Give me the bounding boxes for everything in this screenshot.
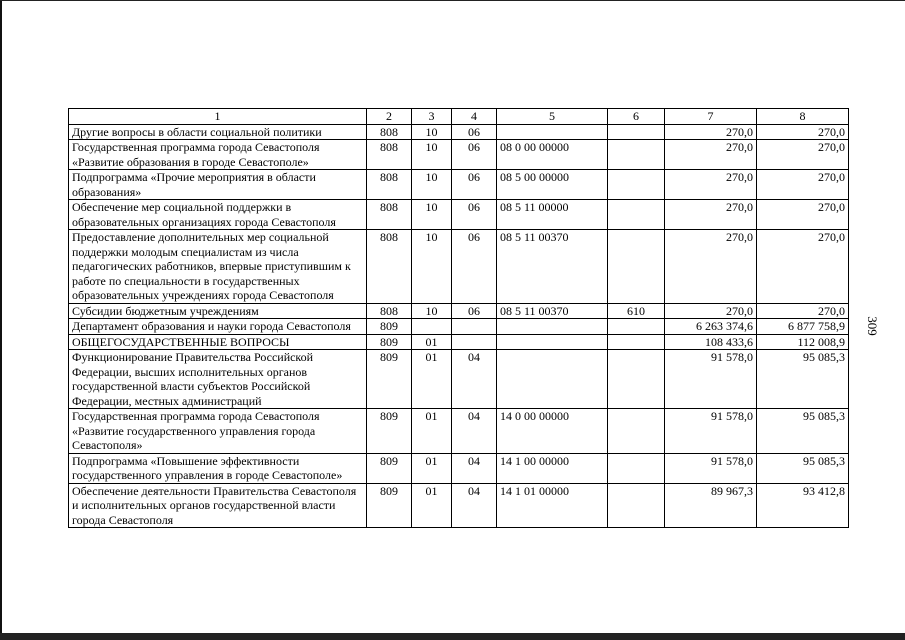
subsection-cell: 06	[452, 303, 497, 319]
subsection-cell: 04	[452, 453, 497, 483]
amount-col8-cell: 95 085,3	[757, 453, 849, 483]
expense-type-cell	[608, 230, 665, 304]
target-article-cell	[497, 319, 608, 335]
column-header: 2	[367, 109, 412, 125]
row-name-cell: Подпрограмма «Прочие мероприятия в области образования»	[69, 170, 367, 200]
target-article-cell: 14 1 00 00000	[497, 453, 608, 483]
target-article-cell: 14 1 01 00000	[497, 483, 608, 528]
amount-col7-cell: 270,0	[665, 124, 757, 140]
admin-code-cell: 808	[367, 170, 412, 200]
subsection-cell: 04	[452, 350, 497, 409]
amount-col8-cell: 270,0	[757, 200, 849, 230]
column-header: 4	[452, 109, 497, 125]
amount-col7-cell: 270,0	[665, 303, 757, 319]
table-row	[69, 140, 849, 170]
row-name-cell: Предоставление дополнительных мер социальной поддержки молодым специалистам из числа педагогических работников, впервые приступившим к работе по специальности в государственных образовательных учреждениях города Севастополя	[69, 230, 367, 304]
row-name-cell: Государственная программа города Севастополя «Развитие образования в городе Севастополе»	[69, 140, 367, 170]
expense-type-cell	[608, 409, 665, 454]
subsection-cell: 04	[452, 409, 497, 454]
target-article-cell: 14 0 00 00000	[497, 409, 608, 454]
table-header-row	[69, 109, 849, 125]
target-article-cell: 08 5 11 00370	[497, 230, 608, 304]
subsection-cell	[452, 319, 497, 335]
amount-col7-cell: 91 578,0	[665, 409, 757, 454]
table-row	[69, 483, 849, 528]
expense-type-cell	[608, 483, 665, 528]
table-row	[69, 170, 849, 200]
target-article-cell: 08 5 11 00370	[497, 303, 608, 319]
row-name-cell: Другие вопросы в области социальной политики	[69, 124, 367, 140]
column-header: 3	[412, 109, 452, 125]
column-header: 1	[69, 109, 367, 125]
section-cell: 10	[412, 140, 452, 170]
row-name-cell: ОБЩЕГОСУДАРСТВЕННЫЕ ВОПРОСЫ	[69, 334, 367, 350]
expense-type-cell	[608, 350, 665, 409]
expense-type-cell: 610	[608, 303, 665, 319]
amount-col7-cell: 89 967,3	[665, 483, 757, 528]
budget-table	[68, 108, 849, 528]
table-row	[69, 409, 849, 454]
admin-code-cell: 808	[367, 230, 412, 304]
column-header: 6	[608, 109, 665, 125]
expense-type-cell	[608, 124, 665, 140]
expense-type-cell	[608, 334, 665, 350]
row-name-cell: Обеспечение деятельности Правительства Севастополя и исполнительных органов государственной власти города Севастополя	[69, 483, 367, 528]
admin-code-cell: 808	[367, 303, 412, 319]
table-body	[69, 109, 849, 528]
row-name-cell: Субсидии бюджетным учреждениям	[69, 303, 367, 319]
target-article-cell	[497, 350, 608, 409]
section-cell: 01	[412, 334, 452, 350]
column-header: 5	[497, 109, 608, 125]
subsection-cell: 06	[452, 170, 497, 200]
amount-col7-cell: 270,0	[665, 230, 757, 304]
section-cell: 10	[412, 303, 452, 319]
target-article-cell: 08 5 00 00000	[497, 170, 608, 200]
amount-col8-cell: 95 085,3	[757, 350, 849, 409]
target-article-cell	[497, 334, 608, 350]
expense-type-cell	[608, 319, 665, 335]
subsection-cell: 04	[452, 483, 497, 528]
amount-col8-cell: 270,0	[757, 230, 849, 304]
row-name-cell: Департамент образования и науки города Севастополя	[69, 319, 367, 335]
section-cell: 10	[412, 124, 452, 140]
table-row	[69, 334, 849, 350]
section-cell: 10	[412, 200, 452, 230]
admin-code-cell: 809	[367, 319, 412, 335]
amount-col8-cell: 270,0	[757, 303, 849, 319]
page-number: 309	[864, 316, 880, 336]
amount-col8-cell: 95 085,3	[757, 409, 849, 454]
admin-code-cell: 808	[367, 200, 412, 230]
admin-code-cell: 809	[367, 409, 412, 454]
section-cell: 01	[412, 350, 452, 409]
subsection-cell: 06	[452, 200, 497, 230]
table-row	[69, 350, 849, 409]
scan-edge-top	[0, 0, 905, 1]
admin-code-cell: 808	[367, 140, 412, 170]
amount-col8-cell: 270,0	[757, 124, 849, 140]
admin-code-cell: 809	[367, 334, 412, 350]
section-cell: 01	[412, 409, 452, 454]
table-row	[69, 200, 849, 230]
column-header: 8	[757, 109, 849, 125]
amount-col7-cell: 270,0	[665, 170, 757, 200]
expense-type-cell	[608, 170, 665, 200]
subsection-cell	[452, 334, 497, 350]
expense-type-cell	[608, 453, 665, 483]
section-cell: 01	[412, 483, 452, 528]
amount-col7-cell: 91 578,0	[665, 453, 757, 483]
amount-col7-cell: 108 433,6	[665, 334, 757, 350]
section-cell	[412, 319, 452, 335]
target-article-cell: 08 0 00 00000	[497, 140, 608, 170]
expense-type-cell	[608, 200, 665, 230]
section-cell: 01	[412, 453, 452, 483]
admin-code-cell: 809	[367, 350, 412, 409]
row-name-cell: Государственная программа города Севастополя «Развитие государственного управления города Севастополя»	[69, 409, 367, 454]
amount-col8-cell: 112 008,9	[757, 334, 849, 350]
amount-col8-cell: 270,0	[757, 140, 849, 170]
subsection-cell: 06	[452, 124, 497, 140]
column-header: 7	[665, 109, 757, 125]
table-row	[69, 124, 849, 140]
amount-col8-cell: 93 412,8	[757, 483, 849, 528]
amount-col7-cell: 91 578,0	[665, 350, 757, 409]
amount-col7-cell: 270,0	[665, 140, 757, 170]
table-row	[69, 453, 849, 483]
admin-code-cell: 809	[367, 483, 412, 528]
section-cell: 10	[412, 230, 452, 304]
admin-code-cell: 808	[367, 124, 412, 140]
subsection-cell: 06	[452, 140, 497, 170]
admin-code-cell: 809	[367, 453, 412, 483]
row-name-cell: Подпрограмма «Повышение эффективности государственного управления в городе Севастополе»	[69, 453, 367, 483]
section-cell: 10	[412, 170, 452, 200]
scan-edge-bottom	[0, 633, 905, 640]
table-row	[69, 303, 849, 319]
expense-type-cell	[608, 140, 665, 170]
row-name-cell: Обеспечение мер социальной поддержки в образовательных организациях города Севастополя	[69, 200, 367, 230]
amount-col8-cell: 270,0	[757, 170, 849, 200]
amount-col7-cell: 270,0	[665, 200, 757, 230]
amount-col7-cell: 6 263 374,6	[665, 319, 757, 335]
scan-edge-left	[0, 0, 2, 640]
subsection-cell: 06	[452, 230, 497, 304]
row-name-cell: Функционирование Правительства Российской Федерации, высших исполнительных органов государственной власти субъектов Российской Федерации, местных администраций	[69, 350, 367, 409]
target-article-cell	[497, 124, 608, 140]
amount-col8-cell: 6 877 758,9	[757, 319, 849, 335]
table-row	[69, 319, 849, 335]
target-article-cell: 08 5 11 00000	[497, 200, 608, 230]
table-row	[69, 230, 849, 304]
